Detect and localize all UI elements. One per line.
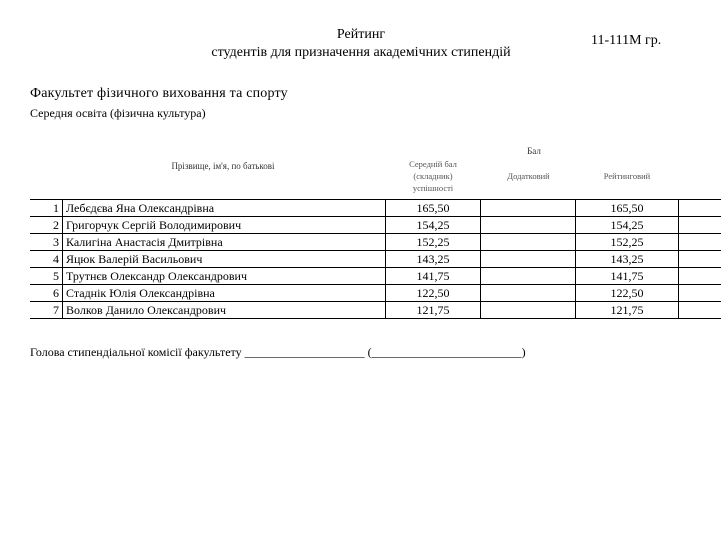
student-name: Яцюк Валерій Васильович — [63, 251, 386, 268]
commission-signature-line: Голова стипендіальної комісії факультету ____________________ (_________________________) — [30, 345, 526, 359]
average-score: 154,25 — [386, 217, 481, 234]
average-score: 143,25 — [386, 251, 481, 268]
rating-score: 122,50 — [576, 285, 679, 302]
extra-score — [481, 200, 576, 217]
title-line-2: студентів для призначення академічних стипендій — [211, 45, 511, 60]
column-header-rating: Рейтинговий — [603, 171, 651, 181]
rating-score: 121,75 — [576, 302, 679, 319]
table-row — [30, 200, 721, 217]
row-number: 3 — [30, 234, 63, 251]
table-row — [30, 268, 721, 285]
column-header-average-line1: Середній бал — [409, 159, 457, 169]
extra-score — [481, 251, 576, 268]
title-line-1: Рейтинг — [336, 27, 386, 42]
group-label: 11-111М гр. — [591, 33, 662, 48]
row-number: 5 — [30, 268, 63, 285]
row-spacer — [679, 285, 722, 302]
average-score: 122,50 — [386, 285, 481, 302]
row-spacer — [679, 268, 722, 285]
row-number: 6 — [30, 285, 63, 302]
rating-score: 152,25 — [576, 234, 679, 251]
average-score: 141,75 — [386, 268, 481, 285]
rating-table — [30, 199, 721, 319]
rating-table-body — [30, 200, 721, 319]
student-name: Стаднік Юлія Олександрівна — [63, 285, 386, 302]
column-header-name: Прізвище, ім'я, по батькові — [171, 161, 275, 171]
specialty-name: Середня освіта (фізична культура) — [30, 106, 206, 120]
column-header-average-line3: успішності — [412, 183, 454, 193]
column-header-extra: Додатковий — [507, 171, 550, 181]
row-number: 7 — [30, 302, 63, 319]
row-number: 1 — [30, 200, 63, 217]
row-spacer — [679, 251, 722, 268]
row-spacer — [679, 217, 722, 234]
faculty-name: Факультет фізичного виховання та спорту — [30, 86, 288, 101]
row-spacer — [679, 234, 722, 251]
row-number: 2 — [30, 217, 63, 234]
rating-score: 154,25 — [576, 217, 679, 234]
student-name: Трутнєв Олександр Олександрович — [63, 268, 386, 285]
extra-score — [481, 217, 576, 234]
student-name: Волков Данило Олександрович — [63, 302, 386, 319]
average-score: 165,50 — [386, 200, 481, 217]
rating-score: 143,25 — [576, 251, 679, 268]
extra-score — [481, 234, 576, 251]
row-spacer — [679, 200, 722, 217]
student-name: Лебєдєва Яна Олександрівна — [63, 200, 386, 217]
average-score: 121,75 — [386, 302, 481, 319]
average-score: 152,25 — [386, 234, 481, 251]
extra-score — [481, 285, 576, 302]
column-header-bal: Бал — [527, 146, 541, 156]
table-row — [30, 285, 721, 302]
table-row — [30, 251, 721, 268]
row-number: 4 — [30, 251, 63, 268]
column-header-average — [388, 158, 478, 194]
column-header-average-line2: (складник) — [413, 171, 453, 181]
rating-score: 165,50 — [576, 200, 679, 217]
student-name: Калигіна Анастасія Дмитрівна — [63, 234, 386, 251]
extra-score — [481, 268, 576, 285]
row-spacer — [679, 302, 722, 319]
student-name: Григорчук Сергій Володимирович — [63, 217, 386, 234]
table-row — [30, 234, 721, 251]
rating-score: 141,75 — [576, 268, 679, 285]
table-row — [30, 302, 721, 319]
extra-score — [481, 302, 576, 319]
table-row — [30, 217, 721, 234]
